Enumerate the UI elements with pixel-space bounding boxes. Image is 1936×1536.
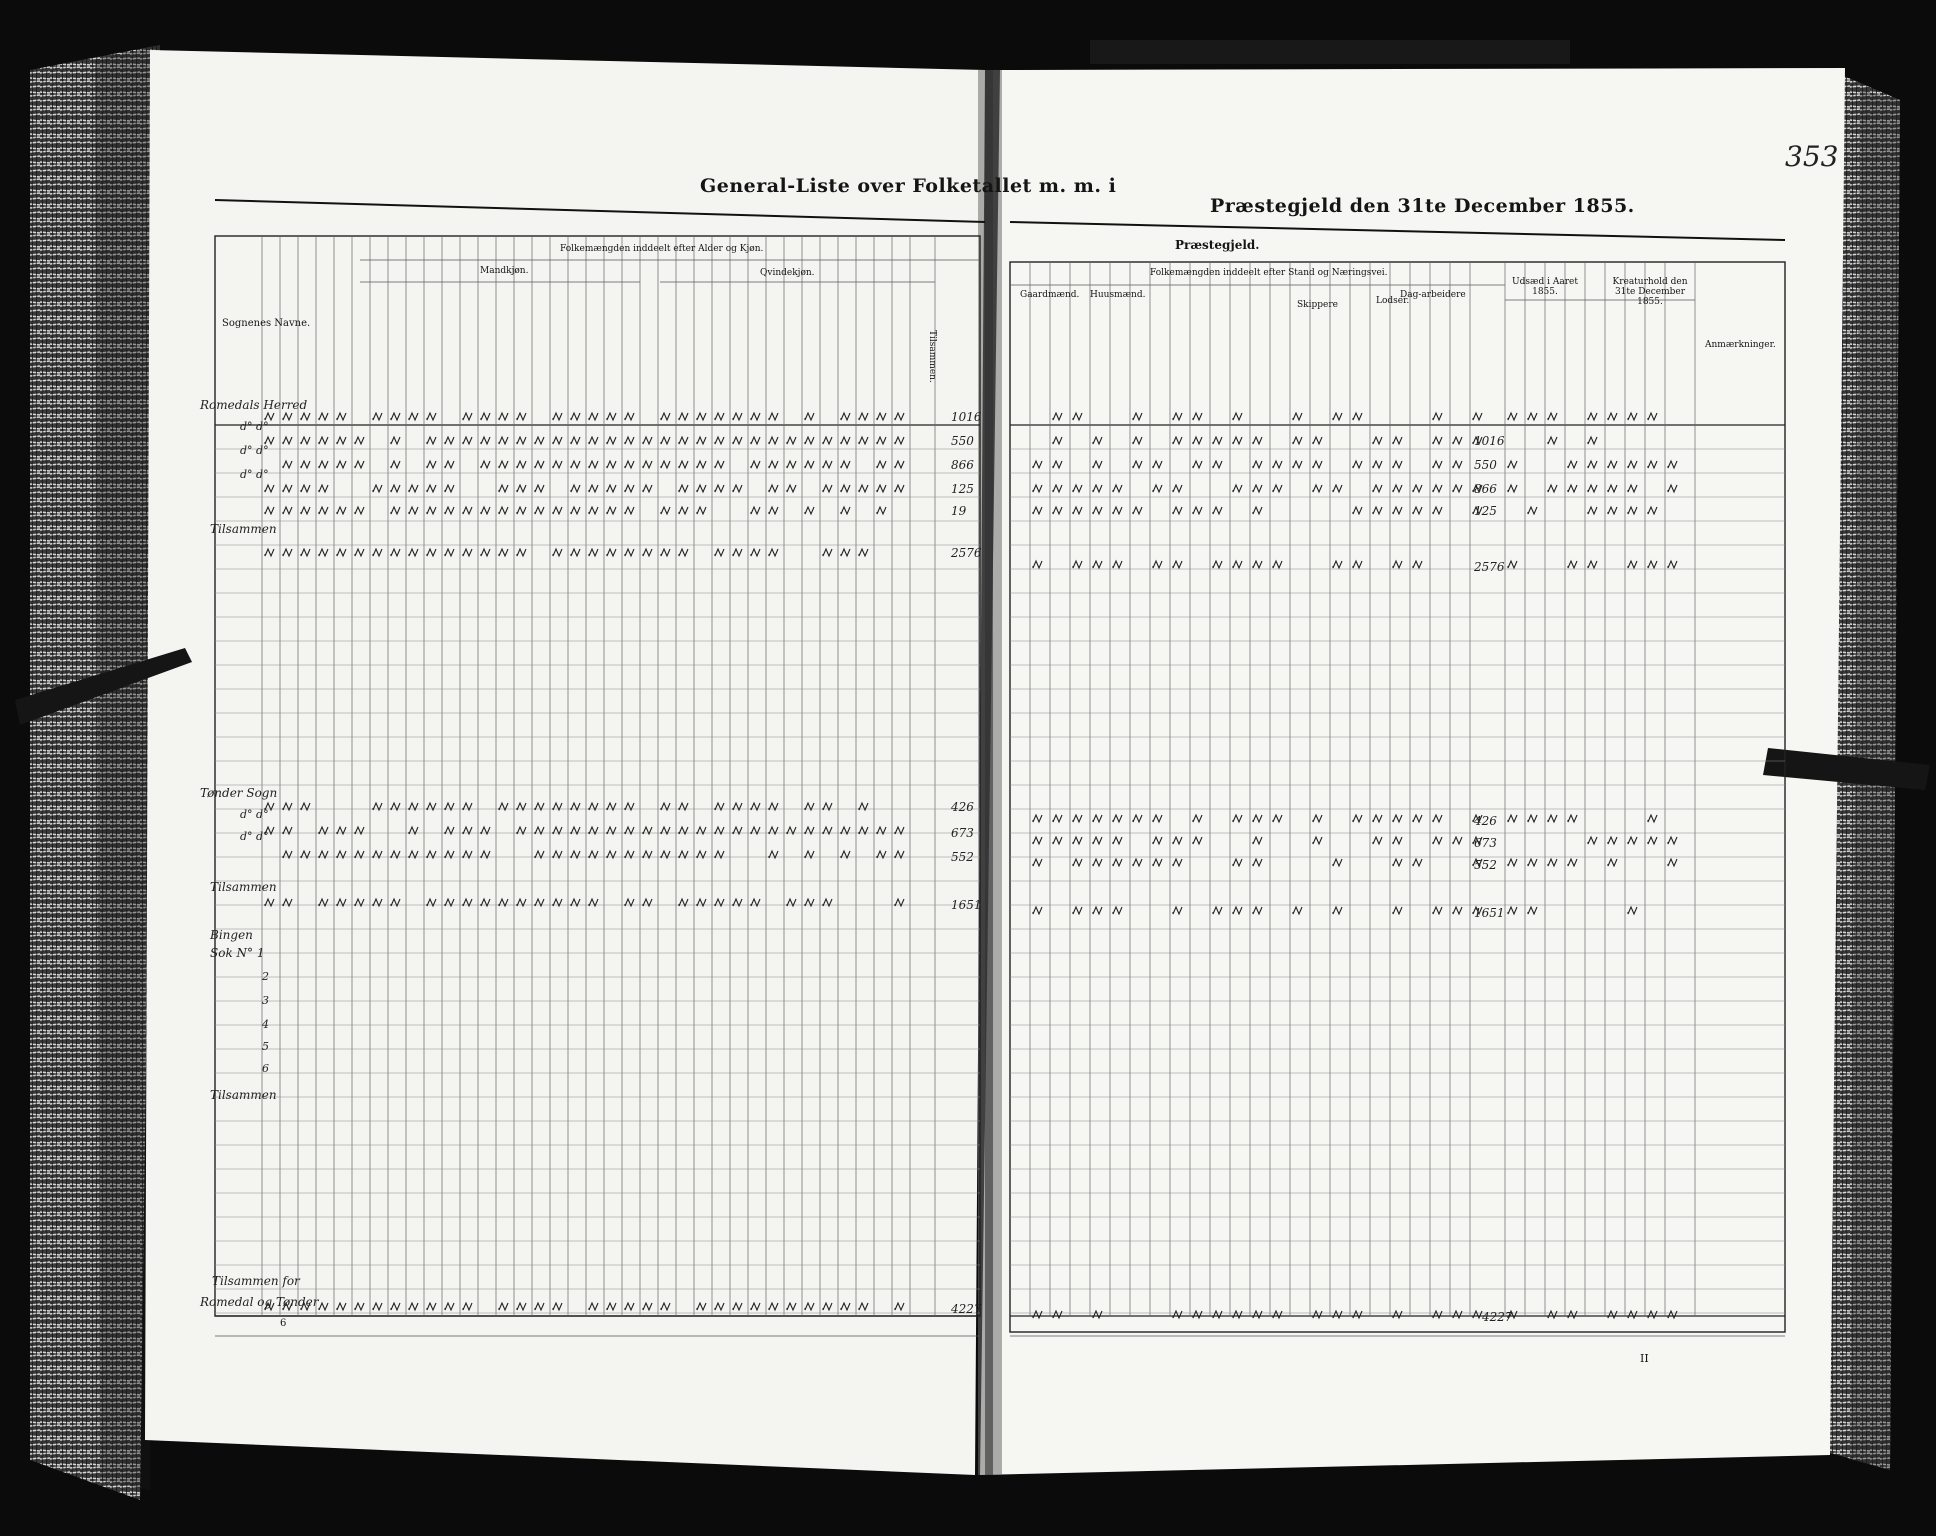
col-lodser: Lodser. (1376, 296, 1410, 306)
reference-num-4: 4 (262, 1018, 269, 1031)
reference-num-5: 5 (262, 1040, 269, 1053)
left-total-6: 2576 (951, 546, 982, 560)
total-label-line2: Romedal og Tønder (200, 1295, 319, 1309)
left-page-title: General-Liste over Folketallet m. m. i (700, 175, 1117, 197)
right-total-8: 552 (1474, 858, 1497, 872)
group-kreaturhold: Kreaturhold den 31te December 1855. (1612, 277, 1688, 307)
right-total-10: 4227 (1482, 1310, 1513, 1324)
left-total-7: 426 (951, 800, 974, 814)
left-total-2: 550 (951, 434, 974, 448)
left-page (145, 50, 985, 1475)
group-male-header: Mandkjøn. (480, 266, 529, 276)
row-label-7: d° d° (240, 830, 269, 843)
reference-num-6: 6 (262, 1062, 269, 1075)
left-total-8: 673 (951, 826, 974, 840)
total-label-line1: Tilsammen for (212, 1274, 300, 1288)
row-label-4: d° d° (240, 468, 269, 481)
right-page-title: Præstegjeld den 31te December 1855. (1210, 195, 1635, 217)
col-gaardmaend: Gaardmænd. (1020, 290, 1080, 300)
col-husmaend: Huusmænd. (1090, 290, 1146, 300)
left-total-3: 866 (951, 458, 974, 472)
right-total-5: 2576 (1474, 560, 1505, 574)
book-page-edges-left (30, 45, 160, 1500)
right-total-4: 125 (1474, 504, 1497, 518)
col-grand-total: Tilsammen. (927, 330, 937, 383)
reference-label-1: Bingen (210, 928, 253, 942)
right-total-6: 426 (1474, 814, 1497, 828)
left-footer-mark: 6 (280, 1318, 287, 1329)
left-total-9: 552 (951, 850, 974, 864)
row-label-1: Romedals Herred (200, 398, 308, 412)
group-stand-header: Folkemængden inddeelt efter Stand og Næringsvei. (1150, 268, 1388, 278)
subtotal-label-1: Tilsammen (210, 522, 277, 536)
group-female-header: Qvindekjøn. (760, 268, 815, 278)
subtotal-label-2: Tilsammen (210, 880, 277, 894)
group-age-header: Folkemængden inddeelt efter Alder og Kjøn. (560, 244, 764, 254)
col-parish-names: Sognenes Navne. (222, 318, 311, 329)
left-total-4: 125 (951, 482, 974, 496)
col-remarks: Anmærkninger. (1705, 340, 1776, 350)
row-label-2: d° d° (240, 420, 269, 433)
right-total-1: 1016 (1474, 434, 1505, 448)
right-total-9: 1651 (1474, 906, 1505, 920)
right-total-3: 866 (1474, 482, 1497, 496)
col-dagarbeidere: Dag-arbeidere (1400, 290, 1466, 300)
row-label-3: d° d° (240, 444, 269, 457)
right-footer-mark: II (1640, 1352, 1649, 1365)
left-total-1: 1016 (951, 410, 982, 424)
group-udsaed: Udsæd i Aaret 1855. (1512, 277, 1578, 297)
right-total-2: 550 (1474, 458, 1497, 472)
right-page-subtitle: Præstegjeld. (1175, 238, 1260, 252)
row-label-6: d° d° (240, 808, 269, 821)
col-skippere: Skippere (1297, 300, 1338, 310)
row-label-5: Tønder Sogn (200, 786, 278, 800)
subtotal-label-3: Tilsammen (210, 1088, 277, 1102)
reference-label-2: Sok N° 1 (210, 946, 265, 960)
reference-num-2: 2 (262, 970, 269, 983)
left-total-10: 1651 (951, 898, 982, 912)
left-total-11: 4227 (951, 1302, 982, 1316)
left-total-5: 19 (951, 504, 967, 518)
top-dark-strip (1090, 40, 1570, 64)
page-number: 353 (1785, 140, 1839, 173)
right-total-7: 673 (1474, 836, 1497, 850)
reference-num-3: 3 (262, 994, 269, 1007)
